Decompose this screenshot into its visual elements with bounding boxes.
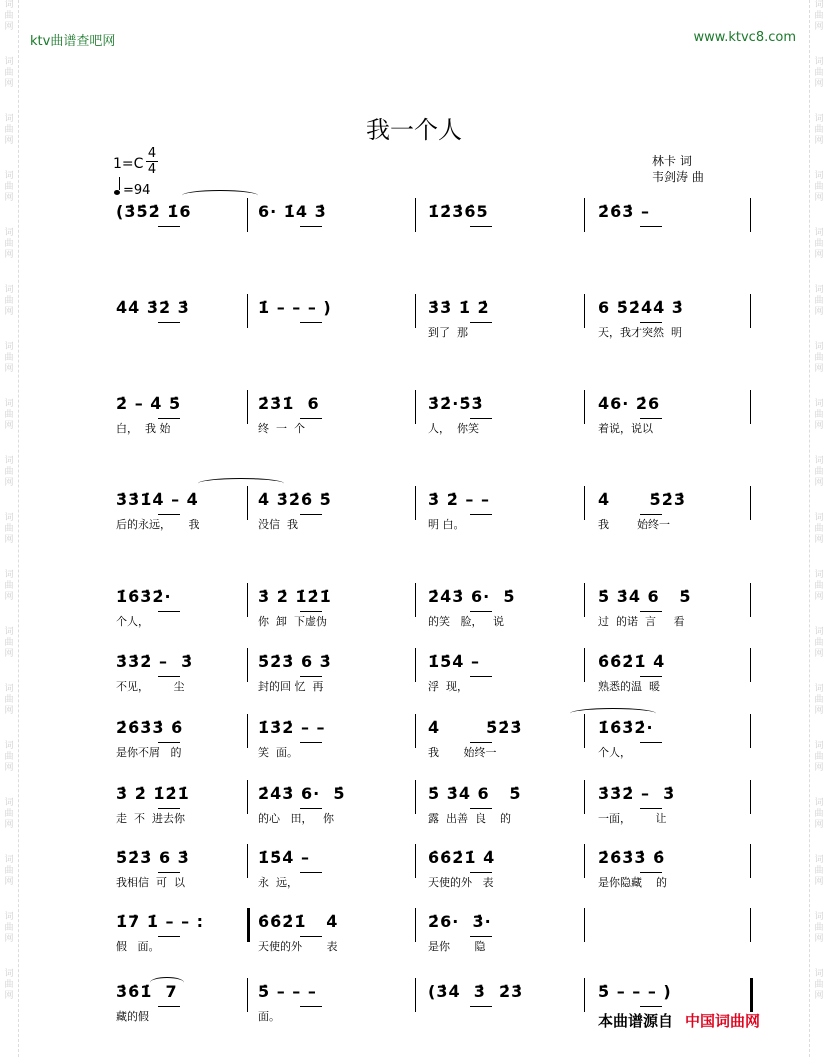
lyric-line: 面。	[258, 1010, 280, 1023]
quarter-note-icon	[114, 190, 120, 195]
time-signature-bottom: 4	[147, 162, 157, 177]
bar-line	[584, 294, 585, 328]
bar-line	[415, 198, 416, 232]
composer: 韦剑涛 曲	[652, 170, 704, 184]
measure-notes: 5̇ 3̇4̇ 6 5̇	[598, 587, 692, 606]
source-site-link[interactable]: 中国词曲网	[685, 1012, 761, 1030]
measure-notes: 1̇6̇3̇2̇·	[116, 587, 172, 606]
lyric-line: 不见， 尘	[116, 680, 185, 693]
slur	[182, 190, 258, 201]
bar-line	[584, 486, 585, 520]
lyric-line: 天，我才突然 明	[598, 326, 682, 339]
credits	[652, 153, 704, 185]
tempo-value: =94	[123, 183, 151, 198]
bar-line	[750, 486, 751, 520]
song-title: 我一个人	[366, 116, 462, 144]
source-credit	[598, 1010, 760, 1031]
measure-notes: 4̇ 5̇2̇3̇	[428, 718, 523, 737]
lyric-line: 是你隐藏 的	[598, 876, 667, 889]
lyric-line: 白， 我 始	[116, 422, 171, 435]
lyric-line: 的笑 脸， 说	[428, 615, 504, 628]
bar-line	[750, 978, 753, 1012]
lyric-line: 浮 现，	[428, 680, 468, 693]
bar-line	[247, 390, 248, 424]
measure-notes: 1̇ – – – )	[258, 298, 332, 317]
lyric-line: 的心 田， 你	[258, 812, 334, 825]
lyric-line: 人， 你笑	[428, 422, 479, 435]
measure-notes: 6̇6̇2̇1̇ 4̇	[428, 848, 496, 867]
measure-notes: 4̇6· 2̇6	[598, 394, 661, 413]
bar-line	[247, 844, 248, 878]
lyric-line: 你 卸 下虚伪	[258, 615, 327, 628]
bar-line	[750, 648, 751, 682]
lyric-line: 到了 那	[428, 326, 468, 339]
bar-line	[584, 978, 585, 1012]
lyric-line: 永 远，	[258, 876, 298, 889]
bar-line	[415, 486, 416, 520]
bar-line	[584, 780, 585, 814]
source-label: 本曲谱源自	[598, 1012, 674, 1030]
slur	[570, 708, 656, 719]
measure-notes: 4̇ 3̇2̇6̇ 5̇	[258, 490, 332, 509]
measure-notes: 1̇2̇3̇6̇5	[428, 202, 489, 221]
measure-notes: 2̇6· 3̇·	[428, 912, 492, 931]
measure-notes: 5̇ – – – )	[598, 982, 672, 1001]
bar-line	[247, 486, 248, 520]
measure-notes: 6̇6̇2̇1̇ 4̇	[258, 912, 339, 931]
bar-line	[750, 844, 751, 878]
slur	[198, 478, 284, 489]
measure-notes: 6· 1̇4 3̇	[258, 202, 327, 221]
bar-line	[750, 780, 751, 814]
lyric-line: 个人，	[598, 746, 631, 759]
bar-line	[584, 714, 585, 748]
measure-notes: 1̇3̇2̇ – –	[258, 718, 326, 737]
bar-line	[247, 648, 248, 682]
lyric-line: 封的回 忆 再	[258, 680, 324, 693]
bar-line	[584, 583, 585, 617]
lyric-line: 熟悉的温 暖	[598, 680, 660, 693]
measure-notes: 3̇ 2̇ – –	[428, 490, 490, 509]
bar-line	[584, 844, 585, 878]
bar-line	[415, 844, 416, 878]
measure-notes: 3̇ 2̇ 1̇2̇1̇	[258, 587, 332, 606]
tempo-marking	[114, 181, 150, 198]
time-signature	[146, 146, 158, 177]
measure-notes: 3̇6̇1̇ 7	[116, 982, 178, 1001]
lyric-line: 我 始终一	[598, 518, 670, 531]
lyric-line: 终 一 个	[258, 422, 305, 435]
measure-notes: 2̇6̇3̇ –	[598, 202, 650, 221]
site-url-right[interactable]: www.ktvc8.com	[693, 30, 796, 45]
measure-notes: (3̇5̇2̇ 1̇6	[116, 202, 192, 221]
measure-notes: 4̇4̇ 3̇2̇ 3̇	[116, 298, 190, 317]
left-watermark-strip: 词 曲 网 词 曲 网 词 曲 网 词 曲 网 词 曲 网 词 曲 网 词 曲 网 词 曲 网 词 曲 网 词 曲 网 词 曲 网 词 曲 网 词 曲 网 词 曲 网 词 曲 网 词 曲 网 词 曲 网 词 曲 网	[0, 0, 19, 1057]
measure-notes: 2̇ – 4̇ 5̇	[116, 394, 182, 413]
measure-notes: 2̇6̇3̇3̇ 6̇	[116, 718, 184, 737]
measure-notes: 3̇3̇1̇4̇ – 4̇	[116, 490, 199, 509]
measure-notes: 5̇ – – –	[258, 982, 317, 1001]
measure-notes: 5̇2̇3̇ 6 3̇	[116, 848, 190, 867]
lyric-line: 明 白。	[428, 518, 465, 531]
bar-line	[584, 648, 585, 682]
right-watermark-strip: 词 曲 网 词 曲 网 词 曲 网 词 曲 网 词 曲 网 词 曲 网 词 曲 网 词 曲 网 词 曲 网 词 曲 网 词 曲 网 词 曲 网 词 曲 网 词 曲 网 词 曲 网 词 曲 网 词 曲 网 词 曲 网	[809, 0, 828, 1057]
lyric-line: 天使的外 表	[428, 876, 494, 889]
bar-line	[247, 908, 250, 942]
bar-line	[750, 198, 751, 232]
bar-line	[247, 978, 248, 1012]
bar-line	[415, 390, 416, 424]
lyric-line: 过 的诺 言 看	[598, 615, 685, 628]
lyric-line: 是你 隐	[428, 940, 486, 953]
time-signature-top: 4	[147, 146, 157, 161]
bar-line	[247, 198, 248, 232]
bar-line	[750, 583, 751, 617]
lyric-line: 我相信 可 以	[116, 876, 185, 889]
lyric-line: 露 出善 良 的	[428, 812, 511, 825]
lyric-line: 后的永远， 我	[116, 518, 200, 531]
lyric-line: 没信 我	[258, 518, 298, 531]
measure-notes: 2̇3̇1̇ 6	[258, 394, 320, 413]
lyric-line: 是你不屑 的	[116, 746, 182, 759]
bar-line	[415, 908, 416, 942]
measure-notes: 4̇ 5̇2̇3̇	[598, 490, 686, 509]
measure-notes: 1̇5̇4̇ –	[258, 848, 310, 867]
bar-line	[415, 583, 416, 617]
lyric-line: 笑 面。	[258, 746, 298, 759]
bar-line	[584, 390, 585, 424]
bar-line	[584, 908, 585, 942]
measure-notes: 3̇2̇·5̇3̇	[428, 394, 484, 413]
bar-line	[247, 583, 248, 617]
bar-line	[415, 978, 416, 1012]
measure-notes: 6 5̇2̇4̇4̇ 3̇	[598, 298, 684, 317]
bar-line	[415, 714, 416, 748]
bar-line	[247, 780, 248, 814]
site-name-left[interactable]: ktv曲谱查吧网	[30, 34, 116, 49]
measure-notes: 3̇3̇2̇ – 3̇	[116, 652, 194, 671]
measure-notes: 1̇5̇4̇ –	[428, 652, 480, 671]
lyric-line: 着说，说以	[598, 422, 653, 435]
measure-notes: 6̇6̇2̇1̇ 4̇	[598, 652, 666, 671]
lyric-line: 天使的外 表	[258, 940, 338, 953]
lyric-line: 假 面。	[116, 940, 160, 953]
measure-notes: 2̇4̇3̇ 6· 5̇	[258, 784, 346, 803]
lyric-line: 我 始终一	[428, 746, 497, 759]
bar-line	[415, 780, 416, 814]
measure-notes: 5̇ 3̇4̇ 6 5̇	[428, 784, 522, 803]
slur	[150, 977, 184, 988]
lyric-line: 走 不 进去你	[116, 812, 185, 825]
bar-line	[247, 714, 248, 748]
measure-notes: (3̇4̇ 3̇ 2̇3̇	[428, 982, 524, 1001]
lyric-line: 一面， 让	[598, 812, 667, 825]
lyric-line: 藏的假	[116, 1010, 149, 1023]
bar-line	[247, 294, 248, 328]
measure-notes: 3̇3̇ 1̇ 2̇	[428, 298, 490, 317]
bar-line	[750, 908, 751, 942]
bar-line	[750, 294, 751, 328]
measure-notes: 3̇ 2̇ 1̇2̇1̇	[116, 784, 190, 803]
bar-line	[750, 714, 751, 748]
measure-notes: 3̇3̇2̇ – 3̇	[598, 784, 676, 803]
measure-notes: 1̇7̇ 1̇ – – :	[116, 912, 205, 931]
bar-line	[415, 648, 416, 682]
bar-line	[415, 294, 416, 328]
measure-notes: 5̇2̇3̇ 6 3̇	[258, 652, 332, 671]
lyric-line: 个人，	[116, 615, 149, 628]
lyricist: 林卡 词	[652, 154, 692, 168]
key-signature: 1=C	[113, 156, 144, 172]
bar-line	[750, 390, 751, 424]
measure-notes: 2̇6̇3̇3̇ 6̇	[598, 848, 666, 867]
measure-notes: 2̇4̇3̇ 6· 5̇	[428, 587, 516, 606]
bar-line	[584, 198, 585, 232]
measure-notes: 1̇6̇3̇2̇·	[598, 718, 654, 737]
